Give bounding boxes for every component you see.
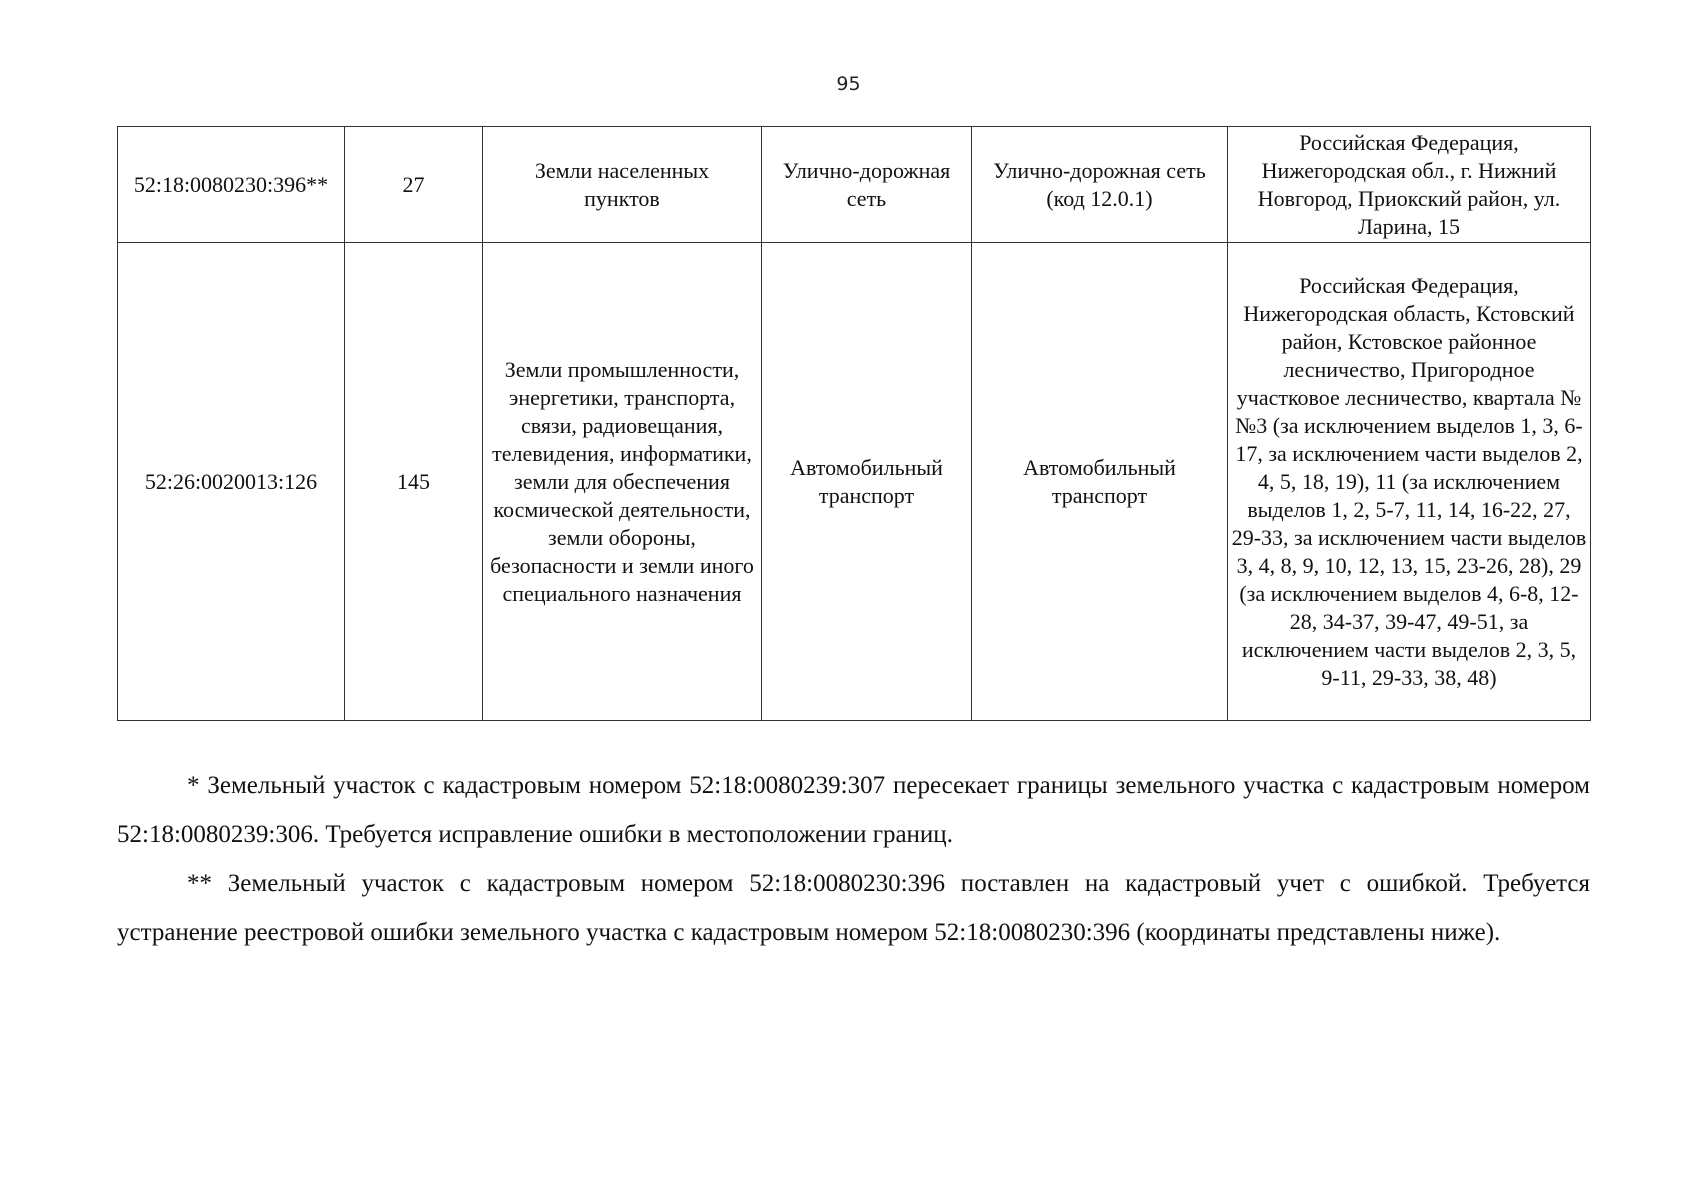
table-row xyxy=(118,243,1591,721)
address-cell: Российская Федерация, Нижегородская обл., г. Нижний Новгород, Приокский район, ул. Ларина, 15 xyxy=(1228,127,1591,243)
cadastral-number-cell: 52:18:0080230:396** xyxy=(118,127,345,243)
footnotes xyxy=(117,761,1590,957)
table-row xyxy=(118,127,1591,243)
area-cell: 145 xyxy=(345,243,483,721)
cadastral-number-cell: 52:26:0020013:126 xyxy=(118,243,345,721)
land-category-cell: Земли промышленности, энергетики, транспорта, связи, радиовещания, телевидения, информатики, земли для обеспечения космической деятельности, земли обороны, безопасности и земли иного специального назначения xyxy=(483,243,762,721)
permitted-use-cell: Автомобильный транспорт xyxy=(762,243,972,721)
address-cell: Российская Федерация, Нижегородская область, Кстовский район, Кстовское районное лесничество, Пригородное участковое лесничество, квартала №№3 (за исключением выделов 1, 3, 6-17, за исключением части выделов 2, 4, 5, 18, 19), 11 (за исключением выделов 1, 2, 5-7, 11, 14, 16-22, 27, 29-33, за исключением части выделов 3, 4, 8, 9, 10, 12, 13, 15, 23-26, 28), 29 (за исключением выделов 4, 6-8, 12-28, 34-37, 39-47, 49-51, за исключением части выделов 2, 3, 5, 9-11, 29-33, 38, 48) xyxy=(1228,243,1591,721)
page-number: 95 xyxy=(836,73,861,95)
use-classifier-cell: Улично-дорожная сеть (код 12.0.1) xyxy=(972,127,1228,243)
footnote-double-asterisk: ** Земельный участок с кадастровым номером 52:18:0080230:396 поставлен на кадастровый учет с ошибкой. Требуется устранение реестровой ошибки земельного участка с кадастровым номером 52:18:0080230:396 (координаты представлены ниже). xyxy=(117,870,1590,946)
use-classifier-cell: Автомобильный транспорт xyxy=(972,243,1228,721)
permitted-use-cell: Улично-дорожная сеть xyxy=(762,127,972,243)
land-category-cell: Земли населенных пунктов xyxy=(483,127,762,243)
footnote-single-asterisk: * Земельный участок с кадастровым номером 52:18:0080239:307 пересекает границы земельного участка с кадастровым номером 52:18:0080239:306. Требуется исправление ошибки в местоположении границ. xyxy=(117,772,1590,848)
land-plots-table xyxy=(117,126,1591,721)
area-cell: 27 xyxy=(345,127,483,243)
